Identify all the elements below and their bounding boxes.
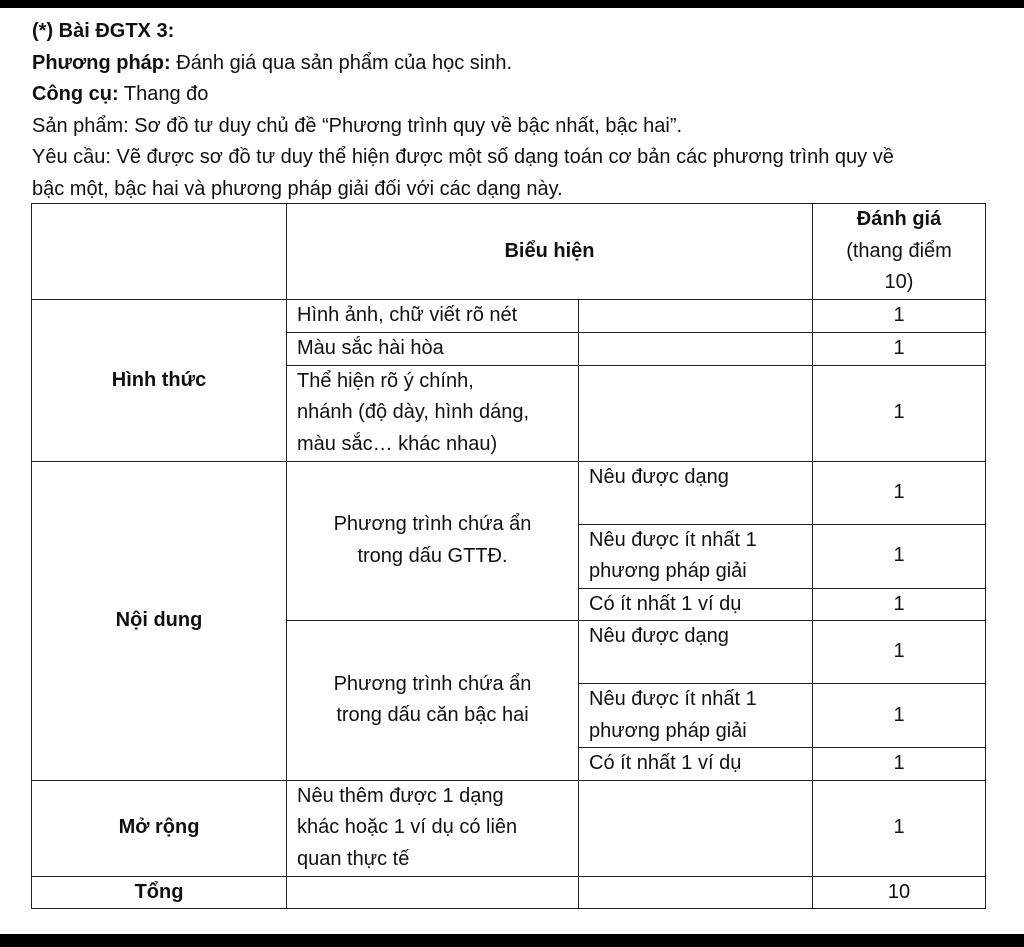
header-score-line-1: Đánh giá [856,208,942,231]
empty-cell [287,876,579,909]
group-title-line: Phương trình chứa ẩn [333,672,532,695]
header-criteria: Biểu hiện [287,204,813,300]
score-cell: 1 [813,684,986,748]
total-score: 10 [813,876,986,909]
criterion-cell: Màu sắc hài hòa [287,333,579,366]
criterion-line: Nêu được ít nhất 1 [589,688,757,710]
tool-line [32,79,1024,111]
criterion-cell: Nêu được dạng [579,621,813,684]
score-cell: 1 [813,588,986,621]
total-row [32,876,986,909]
table-header-row [32,204,986,300]
score-cell: 1 [813,365,986,461]
total-label: Tổng [32,876,287,909]
criterion-line: nhánh (độ dày, hình dáng, [297,401,530,424]
criterion-line: khác hoặc 1 ví dụ có liên [297,816,518,839]
criterion-cell: Nêu được dạng [579,461,813,524]
extension-label: Mở rộng [32,780,287,876]
criterion-line: quan thực tế [297,847,410,870]
header-score-line-3: 10) [884,271,914,294]
group-title-line: Phương trình chứa ẩn [333,513,532,536]
score-cell: 1 [813,333,986,366]
criterion-cell [287,365,579,461]
form-label: Hình thức [32,300,287,462]
empty-cell [579,876,813,909]
score-cell: 1 [813,748,986,781]
score-cell: 1 [813,461,986,524]
criterion-cell [287,780,579,876]
table-row [32,461,986,524]
criterion-line: màu sắc… khác nhau) [297,432,498,455]
document-page [0,8,1024,934]
assessment-title: (*) Bài ĐGTX 3: [32,20,175,42]
criterion-cell [579,524,813,588]
requirement-line-1: Yêu cầu: Vẽ được sơ đồ tư duy thể hiện được một số dạng toán cơ bản các phương trình quy về [32,146,894,168]
table-row [32,780,986,876]
criterion-line: Nêu được ít nhất 1 [589,528,757,551]
header-score-line-2: (thang điểm [846,239,952,262]
method-label: Phương pháp: [32,51,171,74]
criterion-cell [579,684,813,748]
method-line [32,48,1024,80]
criterion-line: Nêu thêm được 1 dạng [297,784,504,807]
criterion-cell: Hình ảnh, chữ viết rõ nét [287,300,579,333]
rubric-table [31,203,986,909]
empty-cell [579,333,813,366]
criterion-line: phương pháp giải [589,560,747,582]
criterion-cell: Có ít nhất 1 ví dụ [579,748,813,781]
criterion-cell: Có ít nhất 1 ví dụ [579,588,813,621]
group-title-line: trong dấu GTTĐ. [357,544,508,567]
requirement-line-2: bậc một, bậc hai và phương pháp giải đối với các dạng này. [32,177,563,200]
table-row [32,300,986,333]
score-cell: 1 [813,524,986,588]
tool-label: Công cụ: [32,83,119,105]
empty-cell [579,300,813,333]
empty-cell [579,365,813,461]
header-score [813,204,986,300]
content-group-title [287,621,579,781]
product-line: Sản phẩm: Sơ đồ tư duy chủ đề “Phương trình quy về bậc nhất, bậc hai”. [32,114,683,137]
group-title-line: trong dấu căn bậc hai [336,704,529,727]
score-cell: 1 [813,780,986,876]
tool-value: Thang đo [118,83,209,105]
score-cell: 1 [813,300,986,333]
header-empty-cell [32,204,287,300]
score-cell: 1 [813,621,986,684]
criterion-line: phương pháp giải [589,719,747,742]
content-label: Nội dung [32,461,287,780]
empty-cell [579,780,813,876]
criterion-line: Thể hiện rõ ý chính, [297,369,474,392]
intro-section [32,16,1024,205]
content-group-title [287,461,579,621]
method-value: Đánh giá qua sản phẩm của học sinh. [170,51,513,74]
